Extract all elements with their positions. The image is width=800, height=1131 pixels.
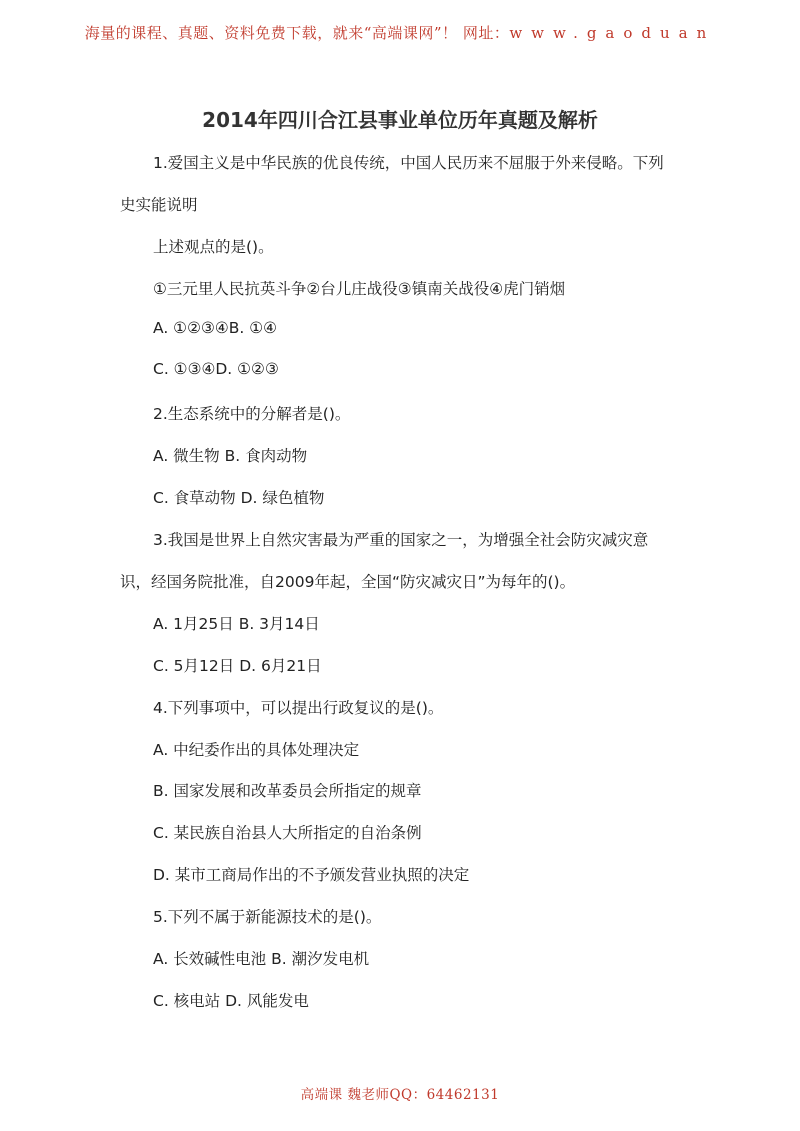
header-banner-site: www.gaoduan xyxy=(509,24,716,42)
question-4-option-c: C. 某民族自治县人大所指定的自治条例 xyxy=(153,824,422,842)
question-1-stem-continued: 史实能说明 xyxy=(120,196,198,214)
question-1-stem: 1.爱国主义是中华民族的优良传统，中国人民历来不屈服于外来侵略。下列 xyxy=(153,154,664,172)
question-4-option-a: A. 中纪委作出的具体处理决定 xyxy=(153,741,360,759)
question-1-options-cd: C. ①③④D. ①②③ xyxy=(153,360,279,378)
footer-contact: 高端课 魏老师QQ：64462131 xyxy=(300,1087,500,1103)
question-3-stem: 3.我国是世界上自然灾害最为严重的国家之一，为增强全社会防灾减灾意 xyxy=(153,531,649,549)
question-5-options-ab: A. 长效碱性电池 B. 潮汐发电机 xyxy=(153,950,370,968)
question-4-option-b: B. 国家发展和改革委员会所指定的规章 xyxy=(153,782,422,800)
question-1-items: ①三元里人民抗英斗争②台儿庄战役③镇南关战役④虎门销烟 xyxy=(153,280,566,298)
question-2-options-cd: C. 食草动物 D. 绿色植物 xyxy=(153,489,325,507)
question-1-stem-end: 上述观点的是()。 xyxy=(153,238,274,256)
document-title: 2014年四川合江县事业单位历年真题及解析 xyxy=(202,108,598,132)
header-banner xyxy=(0,22,800,43)
question-4-stem: 4.下列事项中，可以提出行政复议的是()。 xyxy=(153,699,444,717)
question-5-options-cd: C. 核电站 D. 风能发电 xyxy=(153,992,309,1010)
question-5-stem: 5.下列不属于新能源技术的是()。 xyxy=(153,908,382,926)
header-banner-text: 海量的课程、真题、资料免费下载，就来“高端课网”！ 网址： xyxy=(84,24,510,42)
question-3-options-cd: C. 5月12日 D. 6月21日 xyxy=(153,657,322,675)
question-2-stem: 2.生态系统中的分解者是()。 xyxy=(153,405,351,423)
question-2-options-ab: A. 微生物 B. 食肉动物 xyxy=(153,447,308,465)
question-3-options-ab: A. 1月25日 B. 3月14日 xyxy=(153,615,320,633)
question-3-stem-continued: 识，经国务院批准，自2009年起，全国“防灾减灾日”为每年的()。 xyxy=(120,573,576,591)
question-1-options-ab: A. ①②③④B. ①④ xyxy=(153,319,278,337)
question-4-option-d: D. 某市工商局作出的不予颁发营业执照的决定 xyxy=(153,866,470,884)
